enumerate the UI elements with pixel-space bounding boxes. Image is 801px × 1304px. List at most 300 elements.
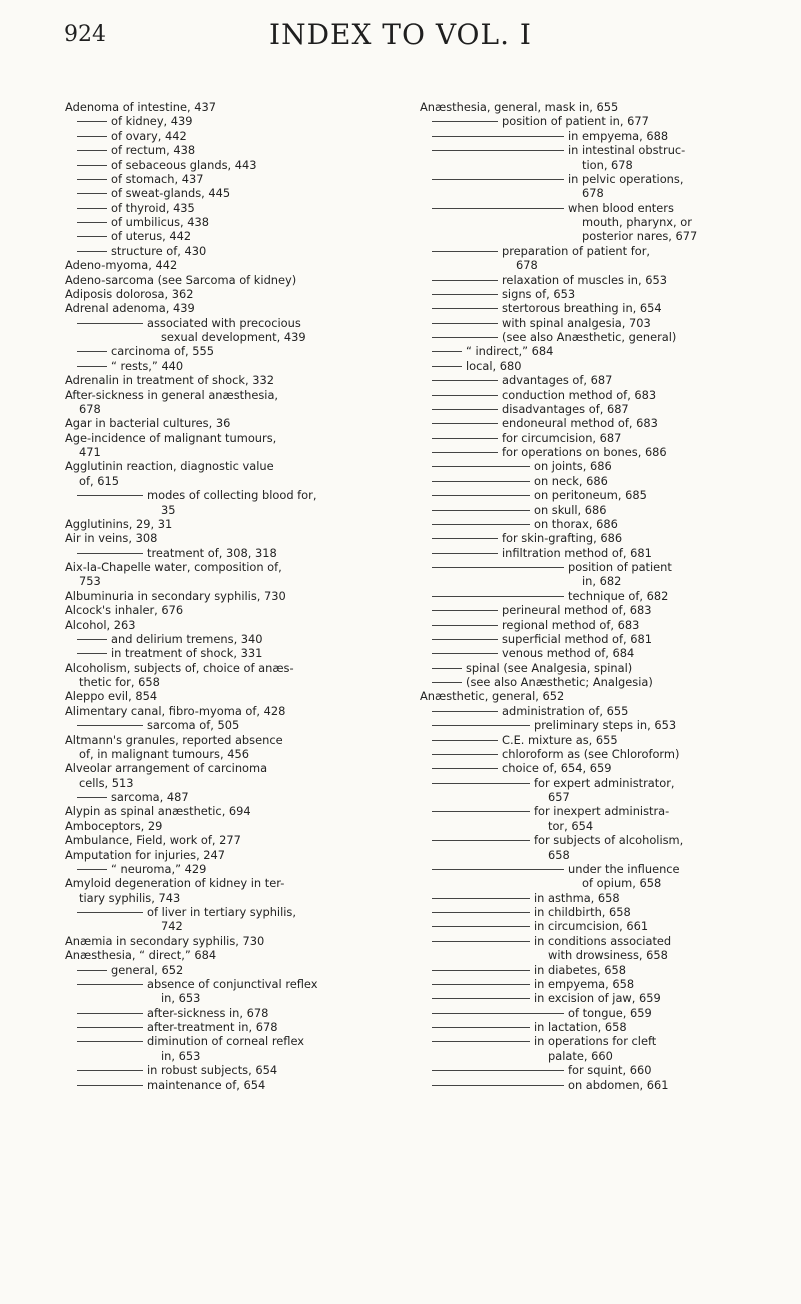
ditto-dash (432, 452, 498, 453)
index-entry (65, 100, 405, 114)
index-entry-text: “ rests,” 440 (111, 358, 184, 373)
index-entry-text: 35 (161, 502, 176, 517)
index-entry-text: 742 (161, 919, 183, 934)
index-entry (65, 244, 405, 258)
index-entry-text: mouth, pharynx, or (582, 215, 692, 229)
index-entry (420, 388, 760, 402)
index-entry-text: position of patient (568, 560, 672, 574)
index-entry (420, 431, 760, 445)
index-entry-text: of tongue, 659 (568, 1005, 652, 1020)
ditto-dash (432, 1070, 564, 1071)
index-entry-text: regional method of, 683 (502, 617, 640, 632)
index-entry (65, 129, 405, 143)
index-entry-text: Agglutinin reaction, diagnostic value (65, 459, 274, 474)
ditto-dash (77, 136, 107, 137)
ditto-dash (77, 150, 107, 151)
index-entry-text: 753 (79, 574, 101, 589)
index-entry-text: Age-incidence of malignant tumours, (65, 430, 277, 445)
index-entry-text: Alcoholism, subjects of, choice of anæs- (65, 660, 294, 675)
index-entry-text: infiltration method of, 681 (502, 545, 652, 560)
index-entry-text: sarcoma, 487 (111, 790, 189, 804)
index-entry-text: in, 653 (161, 1048, 201, 1063)
index-entry (420, 589, 760, 603)
ditto-dash (77, 208, 107, 209)
index-entry (65, 848, 405, 862)
index-entry-text: of kidney, 439 (111, 114, 193, 129)
index-entry (420, 603, 760, 617)
index-entry (65, 1006, 405, 1020)
index-entry-text: of sweat-glands, 445 (111, 186, 231, 201)
index-entry-text: After-sickness in general anæsthesia, (65, 387, 279, 402)
index-entry (420, 301, 760, 315)
index-entry-text: endoneural method of, 683 (502, 416, 658, 431)
ditto-dash (432, 121, 498, 122)
index-entry (420, 114, 760, 128)
index-entry-text: for squint, 660 (568, 1063, 652, 1078)
index-entry (420, 891, 760, 905)
index-entry (65, 158, 405, 172)
index-entry-text: with drowsiness, 658 (548, 948, 668, 963)
index-entry (420, 618, 760, 632)
index-entry-text: absence of conjunctival reflex (147, 976, 318, 991)
index-entry (65, 819, 405, 833)
ditto-dash (432, 725, 530, 726)
index-entry (65, 560, 405, 589)
index-entry-text: chloroform as (see Chloroform) (502, 746, 680, 761)
index-entry-text: in, 682 (582, 574, 622, 589)
index-entry-text: on skull, 686 (534, 502, 607, 517)
index-entry (65, 273, 405, 287)
index-entry-text: Adiposis dolorosa, 362 (65, 286, 194, 301)
index-entry-text: technique of, 682 (568, 588, 669, 603)
ditto-dash (432, 337, 498, 338)
index-entry-text: Aix-la-Chapelle water, composition of, (65, 560, 282, 574)
index-entry-text: Adrenalin in treatment of shock, 332 (65, 373, 274, 388)
index-column-right (420, 100, 760, 1092)
ditto-dash (432, 466, 530, 467)
ditto-dash (77, 1027, 143, 1028)
index-entry-text: Anæsthesia, general, mask in, 655 (420, 100, 619, 114)
index-entry (65, 344, 405, 358)
index-entry (65, 905, 405, 934)
index-entry-text: associated with precocious (147, 315, 301, 330)
index-entry-text: Adenoma of intestine, 437 (65, 100, 216, 114)
index-entry (420, 833, 760, 862)
index-entry (65, 1078, 405, 1092)
index-entry-text: in empyema, 688 (568, 128, 669, 143)
index-entry-text: relaxation of muscles in, 653 (502, 272, 667, 287)
ditto-dash (432, 136, 564, 137)
index-entry-text: after-treatment in, 678 (147, 1020, 278, 1034)
index-entry-text: diminution of corneal reflex (147, 1034, 305, 1049)
ditto-dash (77, 193, 107, 194)
index-entry-text: local, 680 (466, 358, 522, 373)
ditto-dash (432, 998, 530, 999)
index-entry (65, 603, 405, 617)
index-entry-text: structure of, 430 (111, 243, 207, 258)
index-entry-text: for subjects of alcoholism, (534, 833, 684, 848)
index-entry-text: on peritoneum, 685 (534, 488, 647, 503)
index-entry (65, 143, 405, 157)
index-entry-text: spinal (see Analgesia, spinal) (466, 660, 633, 675)
index-entry-text: tiary syphilis, 743 (79, 890, 181, 905)
index-entry-text: on neck, 686 (534, 473, 608, 488)
index-entry-text: sarcoma of, 505 (147, 718, 240, 733)
index-entry (420, 632, 760, 646)
index-entry-text: superficial method of, 681 (502, 631, 653, 646)
index-entry (420, 934, 760, 963)
index-entry-text: general, 652 (111, 962, 184, 977)
index-entry-text: “ indirect,” 684 (466, 344, 554, 359)
ditto-dash (432, 495, 530, 496)
index-entry (420, 733, 760, 747)
index-entry-text: modes of collecting blood for, (147, 488, 317, 503)
ditto-dash (77, 869, 107, 870)
ditto-dash (432, 481, 530, 482)
index-entry-text: conduction method of, 683 (502, 387, 657, 402)
ditto-dash (432, 711, 498, 712)
ditto-dash (77, 553, 143, 554)
index-entry-text: in, 653 (161, 991, 201, 1006)
index-entry-text: C.E. mixture as, 655 (502, 732, 618, 747)
index-entry (65, 618, 405, 632)
ditto-dash (432, 567, 564, 568)
ditto-dash (432, 179, 564, 180)
index-entry-text: with spinal analgesia, 703 (502, 315, 651, 330)
ditto-dash (432, 970, 530, 971)
index-entry (420, 905, 760, 919)
ditto-dash (432, 653, 498, 654)
index-entry (420, 804, 760, 833)
ditto-dash (77, 323, 143, 324)
index-entry-text: in diabetes, 658 (534, 962, 627, 977)
index-entry-text: thetic for, 658 (79, 675, 160, 689)
index-entry-text: Air in veins, 308 (65, 531, 158, 546)
index-entry (420, 675, 760, 689)
index-entry-text: for skin-grafting, 686 (502, 531, 623, 546)
index-entry-text: Amputation for injuries, 247 (65, 847, 226, 862)
index-entry (65, 1034, 405, 1063)
index-entry (420, 344, 760, 358)
index-entry (420, 359, 760, 373)
ditto-dash (432, 524, 530, 525)
index-entry-text: in asthma, 658 (534, 890, 620, 905)
index-entry-text: (see also Anæsthetic; Analgesia) (466, 675, 653, 689)
index-entry-text: treatment of, 308, 318 (147, 545, 277, 560)
index-entry (65, 589, 405, 603)
ditto-dash (432, 423, 498, 424)
index-entry-text: “ neuroma,” 429 (111, 861, 207, 876)
index-entry-text: on abdomen, 661 (568, 1077, 669, 1092)
index-entry-text: of liver in tertiary syphilis, (147, 905, 296, 919)
index-entry (65, 316, 405, 345)
index-entry-text: Ambulance, Field, work of, 277 (65, 833, 241, 848)
index-entry (65, 804, 405, 818)
index-entry (420, 704, 760, 718)
index-entry (420, 761, 760, 775)
index-entry (65, 862, 405, 876)
index-entry (420, 503, 760, 517)
index-entry (65, 876, 405, 905)
index-entry-text: sexual development, 439 (161, 330, 306, 344)
index-entry (420, 747, 760, 761)
index-entry-text: in pelvic operations, (568, 171, 684, 186)
index-entry (420, 1020, 760, 1034)
index-entry (65, 546, 405, 560)
ditto-dash (77, 639, 107, 640)
ditto-dash (432, 754, 498, 755)
index-entry-text: for operations on bones, 686 (502, 445, 667, 459)
ditto-dash (77, 251, 107, 252)
index-entry (420, 459, 760, 473)
index-entry-text: Anæsthesia, “ direct,” 684 (65, 948, 217, 963)
index-entry (420, 862, 760, 891)
ditto-dash (432, 768, 498, 769)
index-entry-text: signs of, 653 (502, 286, 576, 301)
index-entry-text: 471 (79, 445, 101, 459)
index-entry-text: of, in malignant tumours, 456 (79, 746, 249, 761)
index-entry-text: of sebaceous glands, 443 (111, 157, 257, 172)
ditto-dash (77, 725, 143, 726)
index-entry-text: tor, 654 (548, 818, 594, 833)
ditto-dash (432, 1085, 564, 1086)
index-entry (65, 790, 405, 804)
index-entry (420, 546, 760, 560)
ditto-dash (77, 912, 143, 913)
index-entry (420, 100, 760, 114)
index-entry (420, 416, 760, 430)
index-entry (65, 301, 405, 315)
ditto-dash (432, 366, 462, 367)
ditto-dash (432, 639, 498, 640)
ditto-dash (432, 941, 530, 942)
index-entry (420, 776, 760, 805)
index-entry (65, 258, 405, 272)
index-entry-text: disadvantages of, 687 (502, 401, 629, 416)
ditto-dash (432, 740, 498, 741)
index-entry-text: preparation of patient for, (502, 243, 651, 258)
index-entry-text: in operations for cleft (534, 1034, 657, 1049)
index-entry (65, 934, 405, 948)
index-entry (420, 373, 760, 387)
index-entry (65, 761, 405, 790)
index-entry-text: on thorax, 686 (534, 516, 618, 531)
index-entry-text: of thyroid, 435 (111, 200, 195, 215)
page-header (0, 18, 801, 58)
index-entry (65, 359, 405, 373)
index-entry (65, 1020, 405, 1034)
ditto-dash (432, 668, 462, 669)
index-entry-text: of stomach, 437 (111, 171, 204, 186)
index-entry-text: maintenance of, 654 (147, 1077, 266, 1092)
index-entry-text: in treatment of shock, 331 (111, 646, 263, 661)
page-number: 924 (64, 22, 106, 47)
index-entry (65, 431, 405, 460)
index-entry (65, 459, 405, 488)
index-entry (65, 287, 405, 301)
ditto-dash (432, 984, 530, 985)
ditto-dash (432, 395, 498, 396)
ditto-dash (432, 596, 564, 597)
index-entry (65, 416, 405, 430)
index-entry-text: Albuminuria in secondary syphilis, 730 (65, 588, 286, 603)
index-entry (65, 215, 405, 229)
index-entry-text: perineural method of, 683 (502, 603, 652, 618)
index-entry-text: Agglutinins, 29, 31 (65, 516, 173, 531)
index-entry (420, 172, 760, 201)
ditto-dash (77, 1041, 143, 1042)
index-entry (420, 689, 760, 703)
index-entry (420, 531, 760, 545)
index-entry-text: palate, 660 (548, 1048, 613, 1063)
index-entry-text: 658 (548, 847, 570, 862)
index-entry-text: Alcock's inhaler, 676 (65, 603, 184, 618)
index-entry (65, 488, 405, 517)
ditto-dash (432, 351, 462, 352)
index-entry (420, 646, 760, 660)
ditto-dash (77, 351, 107, 352)
index-entry (65, 661, 405, 690)
index-entry (65, 733, 405, 762)
index-entry (65, 373, 405, 387)
index-entry (420, 474, 760, 488)
index-entry-text: and delirium tremens, 340 (111, 631, 263, 646)
index-entry-text: of opium, 658 (582, 876, 662, 891)
index-entry (420, 977, 760, 991)
index-entry (420, 287, 760, 301)
ditto-dash (432, 625, 498, 626)
ditto-dash (432, 682, 462, 683)
index-entry-text: 678 (516, 258, 538, 273)
index-entry (65, 963, 405, 977)
index-entry (65, 172, 405, 186)
ditto-dash (432, 438, 498, 439)
index-entry-text: for inexpert administra- (534, 804, 670, 819)
index-entry-text: Alypin as spinal anæsthetic, 694 (65, 804, 251, 819)
index-entry-text: on joints, 686 (534, 459, 612, 474)
index-entry (420, 919, 760, 933)
index-entry-text: Alimentary canal, fibro-myoma of, 428 (65, 703, 286, 718)
index-entry-text: Amboceptors, 29 (65, 818, 163, 833)
index-entry-text: 657 (548, 790, 570, 804)
ditto-dash (432, 1027, 530, 1028)
index-entry-text: after-sickness in, 678 (147, 1005, 269, 1020)
index-entry-text: administration of, 655 (502, 703, 629, 718)
index-entry (420, 488, 760, 502)
ditto-dash (77, 121, 107, 122)
index-entry-text: Alveolar arrangement of carcinoma (65, 761, 268, 776)
ditto-dash (77, 165, 107, 166)
index-entry-text: Alcohol, 263 (65, 617, 136, 632)
ditto-dash (432, 538, 498, 539)
index-entry-text: Altmann's granules, reported absence (65, 732, 283, 747)
index-entry-text: of rectum, 438 (111, 143, 196, 158)
ditto-dash (432, 783, 530, 784)
ditto-dash (432, 251, 498, 252)
index-entry-text: Adeno-myoma, 442 (65, 258, 178, 273)
index-entry (420, 244, 760, 273)
ditto-dash (77, 653, 107, 654)
ditto-dash (432, 208, 564, 209)
ditto-dash (432, 280, 498, 281)
index-entry-text: position of patient in, 677 (502, 114, 649, 129)
ditto-dash (432, 553, 498, 554)
index-entry-text: in lactation, 658 (534, 1020, 627, 1034)
index-entry (420, 129, 760, 143)
index-entry (420, 201, 760, 244)
ditto-dash (77, 366, 107, 367)
index-entry-text: of umbilicus, 438 (111, 215, 210, 229)
index-entry (420, 991, 760, 1005)
index-entry (420, 445, 760, 459)
index-entry-text: in circumcision, 661 (534, 919, 649, 934)
ditto-dash (77, 1013, 143, 1014)
index-entry-text: of ovary, 442 (111, 128, 187, 143)
index-entry (420, 718, 760, 732)
index-entry (65, 689, 405, 703)
index-entry-text: advantages of, 687 (502, 373, 613, 388)
ditto-dash (77, 222, 107, 223)
index-entry (65, 531, 405, 545)
index-entry-text: when blood enters (568, 200, 674, 215)
index-entry-text: of, 615 (79, 473, 119, 488)
index-entry-text: in conditions associated (534, 933, 672, 948)
index-entry (65, 517, 405, 531)
index-entry (420, 560, 760, 589)
index-entry-text: stertorous breathing in, 654 (502, 301, 662, 316)
index-entry-text: carcinoma of, 555 (111, 344, 214, 359)
ditto-dash (77, 236, 107, 237)
index-entry (65, 718, 405, 732)
ditto-dash (432, 898, 530, 899)
index-entry-text: Aleppo evil, 854 (65, 689, 158, 704)
ditto-dash (432, 811, 530, 812)
index-entry-text: in childbirth, 658 (534, 905, 631, 919)
ditto-dash (77, 179, 107, 180)
index-entry-text: in excision of jaw, 659 (534, 991, 661, 1006)
index-entry (65, 632, 405, 646)
index-entry-text: under the influence (568, 861, 680, 876)
ditto-dash (432, 510, 530, 511)
index-entry (420, 273, 760, 287)
index-entry-text: 678 (582, 186, 604, 201)
index-entry (420, 143, 760, 172)
ditto-dash (77, 797, 107, 798)
index-entry (65, 977, 405, 1006)
ditto-dash (77, 1070, 143, 1071)
index-entry (65, 704, 405, 718)
ditto-dash (77, 1085, 143, 1086)
index-entry (65, 229, 405, 243)
ditto-dash (432, 610, 498, 611)
index-entry-text: Anæsthetic, general, 652 (420, 689, 565, 704)
index-entry-text: in robust subjects, 654 (147, 1063, 278, 1078)
index-entry-text: posterior nares, 677 (582, 229, 698, 244)
ditto-dash (432, 150, 564, 151)
index-entry-text: in empyema, 658 (534, 976, 635, 991)
ditto-dash (432, 912, 530, 913)
ditto-dash (432, 1041, 530, 1042)
index-entry (420, 1078, 760, 1092)
index-entry (65, 646, 405, 660)
ditto-dash (432, 308, 498, 309)
index-entry (65, 114, 405, 128)
ditto-dash (432, 926, 530, 927)
index-entry (420, 1063, 760, 1077)
index-entry-text: of uterus, 442 (111, 229, 192, 244)
ditto-dash (432, 840, 530, 841)
index-entry-text: choice of, 654, 659 (502, 761, 612, 776)
